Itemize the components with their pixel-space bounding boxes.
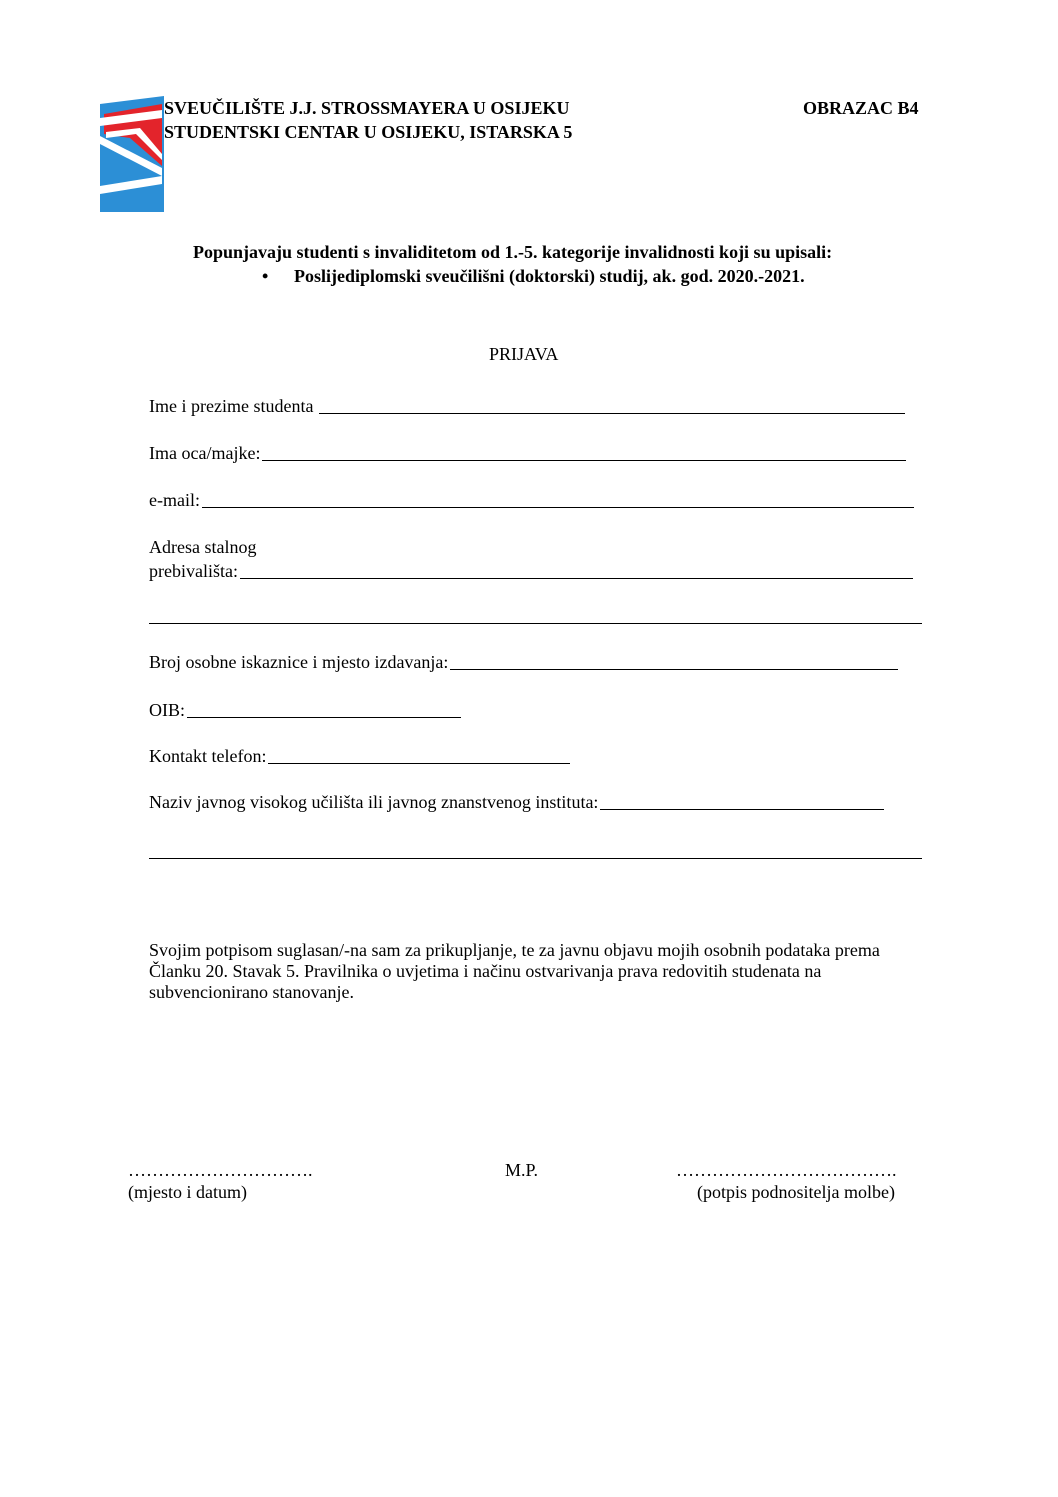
- phone-input-line[interactable]: [268, 762, 570, 764]
- signature-dots: ……………………………….: [676, 1160, 897, 1180]
- institution-extra-line[interactable]: [149, 858, 922, 859]
- institution-label: Naziv javnog visokog učilišta ili javnog znanstvenog instituta:: [149, 792, 599, 812]
- email-row: [149, 490, 914, 511]
- intro-line: Popunjavaju studenti s invaliditetom od 1.-5. kategorije invalidnosti koji su upisali:: [193, 242, 833, 262]
- intro-bullet: •: [262, 266, 269, 286]
- stamp-label: M.P.: [505, 1160, 539, 1180]
- institution-input-line[interactable]: [600, 808, 884, 810]
- oib-label: OIB:: [149, 700, 185, 720]
- institution-row: [149, 792, 884, 813]
- oib-row: [149, 700, 461, 721]
- place-date-label: (mjesto i datum): [128, 1182, 247, 1202]
- email-input-line[interactable]: [202, 506, 914, 508]
- consent-text: Svojim potpisom suglasan/-na sam za prikupljanje, te za javnu objavu mojih osobnih podataka prema Članku 20. Stavak 5. Pravilnika o uvjetima i načinu ostvarivanja prava redovitih studenata na subvencionirano stanovanje.: [149, 940, 880, 1002]
- intro-study-line: Poslijediplomski sveučilišni (doktorski) studij, ak. god. 2020.-2021.: [294, 266, 805, 286]
- university-name: SVEUČILIŠTE J.J. STROSSMAYERA U OSIJEKU: [164, 98, 570, 118]
- form-title: PRIJAVA: [489, 344, 559, 364]
- id-card-row: [149, 652, 898, 673]
- email-label: e-mail:: [149, 490, 200, 510]
- name-row: [149, 396, 905, 417]
- center-address: STUDENTSKI CENTAR U OSIJEKU, ISTARSKA 5: [164, 122, 573, 142]
- address-row: [149, 561, 913, 582]
- phone-label: Kontakt telefon:: [149, 746, 267, 766]
- id-card-input-line[interactable]: [450, 668, 898, 670]
- university-logo: [100, 96, 164, 212]
- name-input-line[interactable]: [319, 412, 905, 414]
- parent-row: [149, 443, 906, 464]
- place-date-dots: ………………………….: [128, 1160, 313, 1180]
- address-label-line2: prebivališta:: [149, 561, 238, 581]
- form-code: OBRAZAC B4: [803, 98, 919, 118]
- signature-label: (potpis podnositelja molbe): [697, 1182, 895, 1202]
- phone-row: [149, 746, 570, 767]
- parent-input-line[interactable]: [262, 459, 906, 461]
- id-card-label: Broj osobne iskaznice i mjesto izdavanja:: [149, 652, 449, 672]
- address-label-line1: Adresa stalnog: [149, 537, 257, 557]
- address-input-line[interactable]: [240, 577, 913, 579]
- name-label: Ime i prezime studenta: [149, 396, 314, 416]
- parent-label: Ima oca/majke:: [149, 443, 261, 463]
- address-extra-line[interactable]: [149, 623, 922, 624]
- oib-input-line[interactable]: [187, 716, 461, 718]
